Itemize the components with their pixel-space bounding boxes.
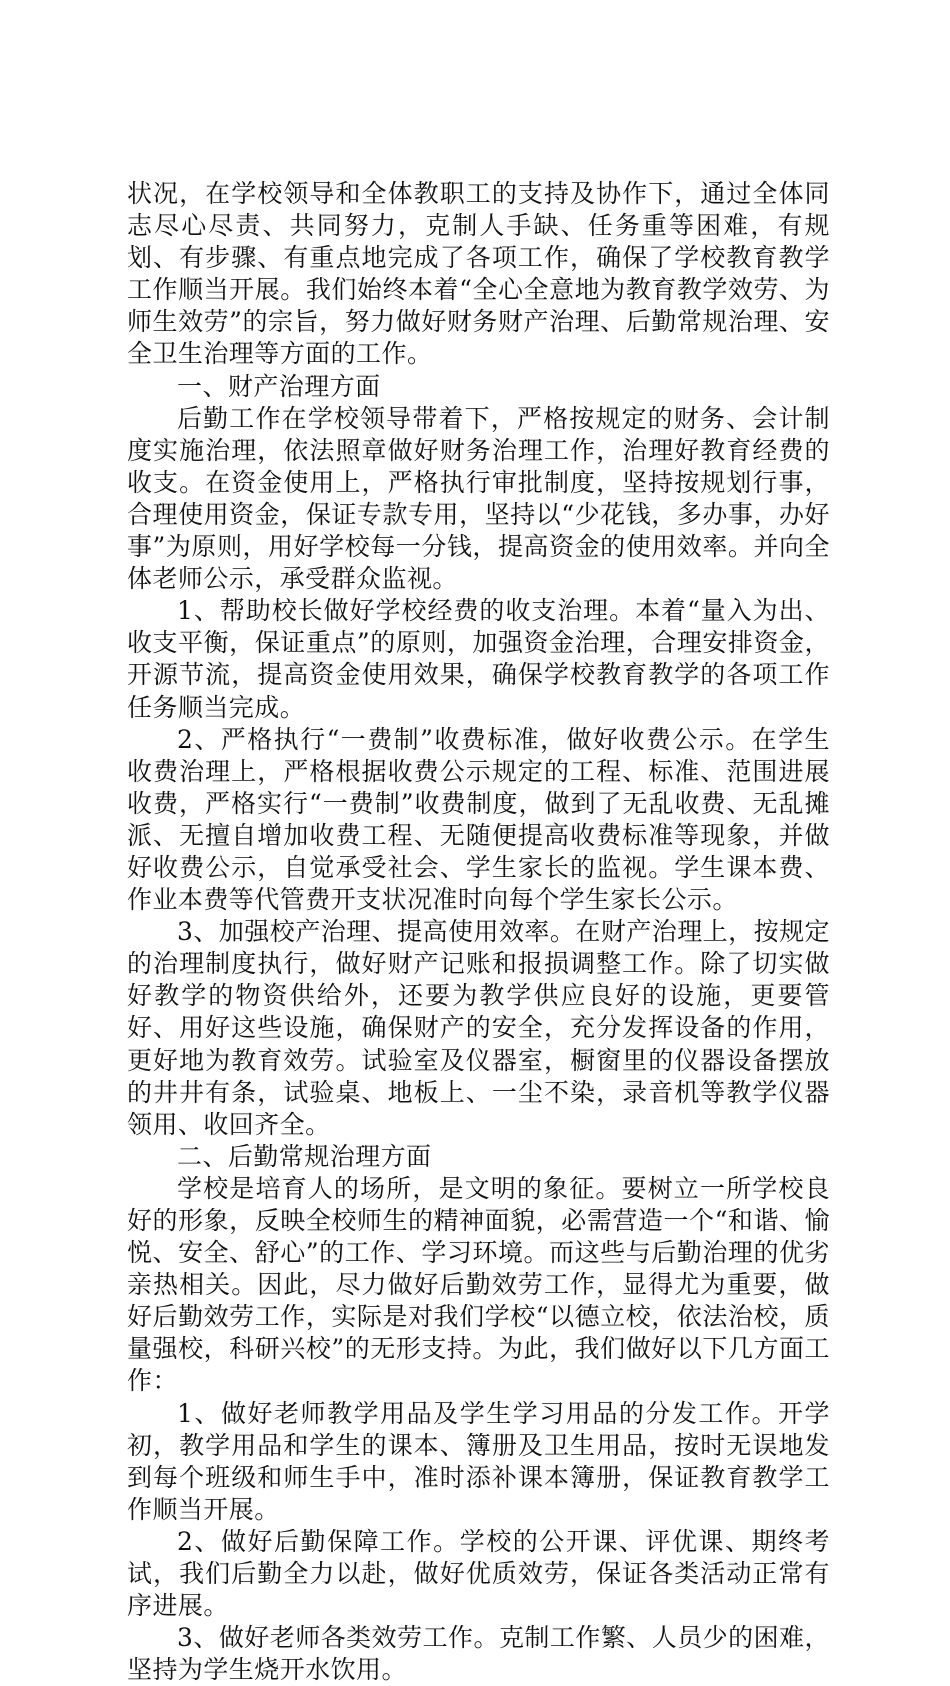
paragraph-logistics-overview: 学校是培育人的场所，是文明的象征。要树立一所学校良好的形象，反映全校师生的精神面貌，必需营造一个“和谐、愉悦、安全、舒心”的工作、学习环境。而这些与后勤治理的优劣亲热相关。因此，尽力做好后勤效劳工作，显得尤为重要，做好后勤效劳工作，实际是对我们学校“以德立校，依法治校，质量强校，科研兴校”的无形支持。为此，我们做好以下几方面工作：: [127, 1173, 830, 1396]
paragraph-item-2-fees: 2、严格执行“一费制”收费标准，做好收费公示。在学生收费治理上，严格根据收费公示规定的工程、标准、范围进展收费，严格实行“一费制”收费制度，做到了无乱收费、无乱摊派、无擅自增加收费工程、无随便提高收费标准等现象，并做好收费公示，自觉承受社会、学生家长的监视。学生课本费、作业本费等代管费开支状况准时向每个学生家长公示。: [127, 724, 830, 915]
paragraph-logistics-item-2: 2、做好后勤保障工作。学校的公开课、评优课、期终考试，我们后勤全力以赴，做好优质效劳，保证各类活动正常有序进展。: [127, 1526, 830, 1621]
paragraph-item-1-budget: 1、帮助校长做好学校经费的收支治理。本着“量入为出、收支平衡，保证重点”的原则，加强资金治理，合理安排资金，开源节流，提高资金使用效果，确保学校教育教学的各项工作任务顺当完成。: [127, 596, 830, 722]
paragraph-logistics-item-1: 1、做好老师教学用品及学生学习用品的分发工作。开学初，教学用品和学生的课本、簿册及卫生用品，按时无误地发到每个班级和师生手中，准时添补课本簿册，保证教育教学工作顺当开展。: [127, 1398, 830, 1524]
paragraph-item-3-assets: 3、加强校产治理、提高使用效率。在财产治理上，按规定的治理制度执行，做好财产记账和报损调整工作。除了切实做好教学的物资供给外，还要为教学供应良好的设施，更要管好、用好这些设施，确保财产的安全，充分发挥设备的作用，更好地为教育效劳。试验室及仪器室，橱窗里的仪器设备摆放的井井有条，试验桌、地板上、一尘不染，录音机等教学仪器领用、收回齐全。: [127, 917, 830, 1139]
document-body: [127, 178, 830, 1686]
paragraph-property-overview: 后勤工作在学校领导带着下，严格按规定的财务、会计制度实施治理，依法照章做好财务治理工作，治理好教育经费的收支。在资金使用上，严格执行审批制度，坚持按规划行事，合理使用资金，保证专款专用，坚持以“少花钱，多办事，办好事”为原则，用好学校每一分钱，提高资金的使用效率。并向全体老师公示，承受群众监视。: [127, 403, 830, 594]
paragraph-logistics-item-3: 3、做好老师各类效劳工作。克制工作繁、人员少的困难，坚持为学生烧开水饮用。: [127, 1623, 830, 1685]
paragraph-intro-continuation: 状况，在学校领导和全体教职工的支持及协作下，通过全体同志尽心尽责、共同努力，克制人手缺、任务重等困难，有规划、有步骤、有重点地完成了各项工作，确保了学校教育教学工作顺当开展。我们始终本着“全心全意地为教育教学效劳、为师生效劳”的宗旨，努力做好财务财产治理、后勤常规治理、安全卫生治理等方面的工作。: [127, 179, 830, 369]
section-heading-property-management: 一、财产治理方面: [177, 371, 381, 401]
section-heading-logistics-routine: 二、后勤常规治理方面: [177, 1141, 432, 1171]
